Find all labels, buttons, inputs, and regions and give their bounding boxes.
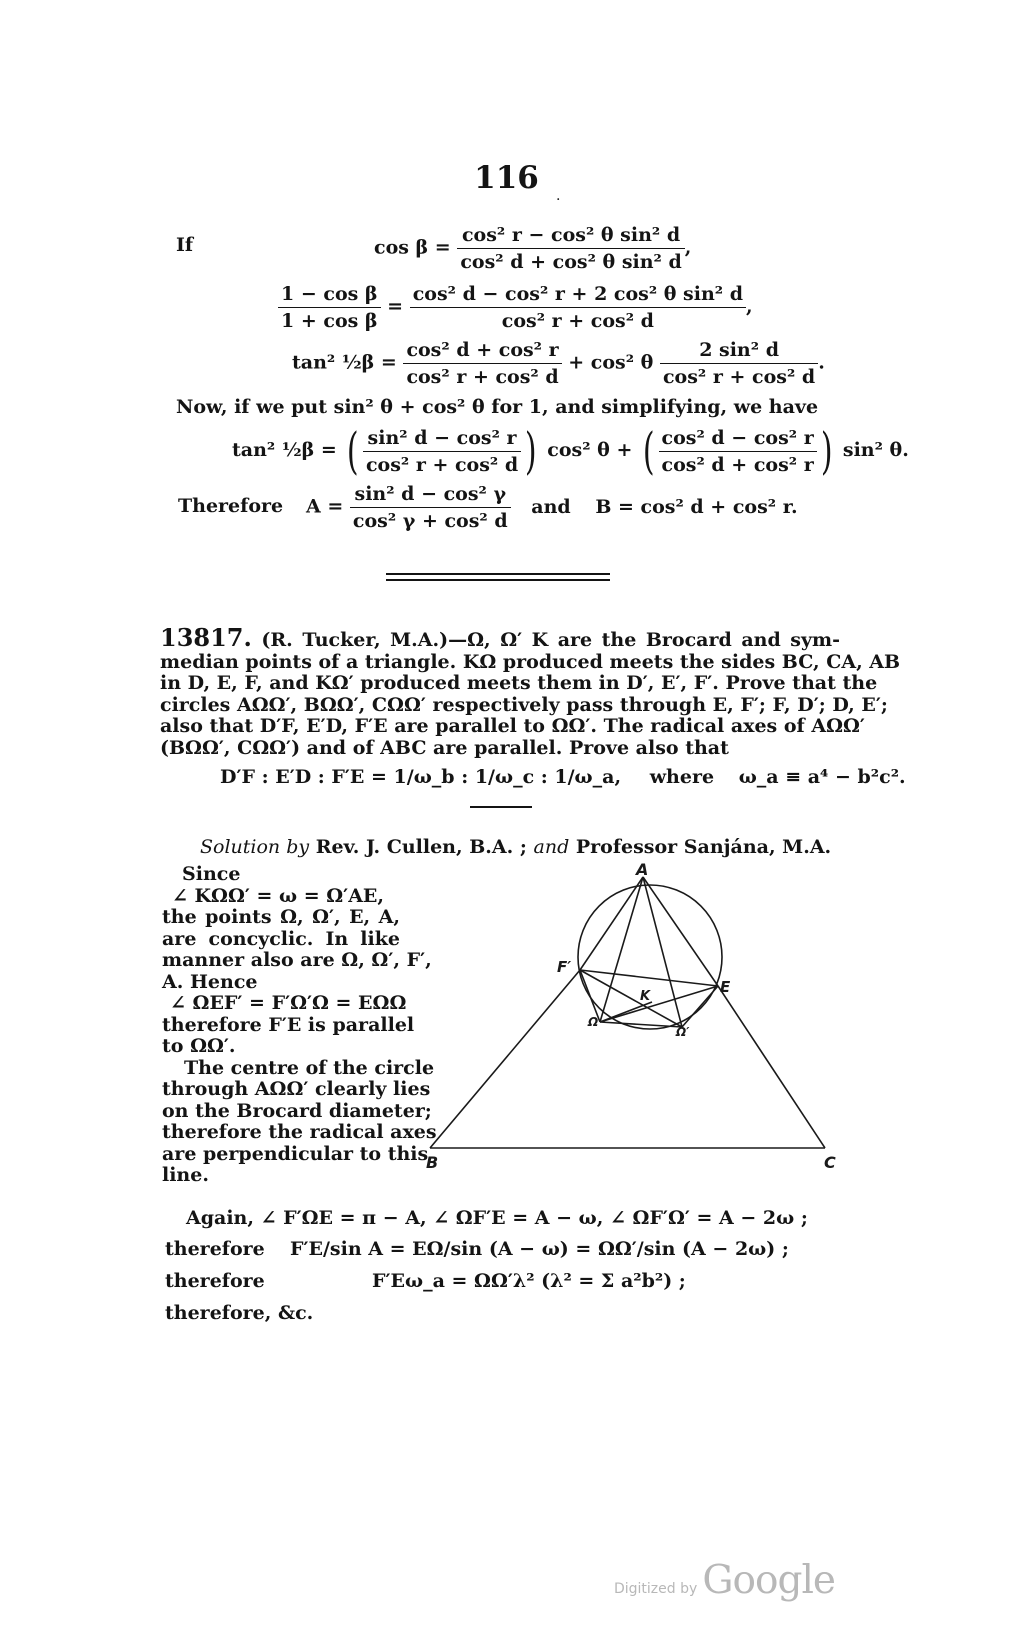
side-ac-lower	[718, 986, 825, 1148]
problem-line-1-text: (R. Tucker, M.A.)—Ω, Ω′ K are the Brocard and sym-	[261, 629, 840, 651]
sol-line-10: The centre of the circle	[184, 1056, 435, 1079]
side-ac-upper	[643, 877, 718, 986]
eq-tan-half-2-fraction-2	[659, 427, 817, 476]
eq-a-b	[306, 483, 798, 532]
stray-dot: .	[556, 188, 561, 204]
eq-ratio-rhs-numerator: cos² d − cos² r + 2 cos² θ sin² d	[410, 283, 746, 308]
page-number: 116	[474, 160, 539, 196]
if-label: If	[176, 234, 194, 256]
problem-line-1	[160, 623, 840, 652]
sol-line-1: Since	[182, 863, 241, 885]
problem-where: where	[649, 766, 715, 788]
problem-number: 13817.	[160, 623, 252, 652]
eq-ratio-lhs-numerator: 1 − cos β	[278, 283, 381, 308]
eq-a-numerator: sin² d − cos² γ	[350, 483, 511, 508]
eq-ratio-lhs-denominator: 1 + cos β	[281, 310, 378, 332]
separator-rule-top	[386, 573, 610, 575]
therefore-2-eq: F′Eω_a = ΩΩ′λ² (λ² = Σ a²b²) ;	[372, 1270, 686, 1292]
solution-heading	[200, 836, 831, 858]
sol-line-8: therefore F′E is parallel	[162, 1013, 415, 1036]
problem-omega-def: ω_a ≡ a⁴ − b²c².	[738, 766, 906, 788]
eq-tan-half-lhs: tan² ½β =	[292, 351, 397, 374]
sol-line-9: to ΩΩ′.	[162, 1035, 236, 1057]
label-k: K	[640, 989, 651, 1004]
eq-cos-beta	[374, 224, 691, 273]
therefore-1-label: therefore	[165, 1238, 265, 1260]
sol-line-5: manner also are Ω, Ω′, F′,	[162, 949, 432, 971]
eq-tan-half-2-den-2: cos² d + cos² r	[661, 453, 814, 476]
eq-and-word: and	[531, 495, 571, 518]
sol-line-11: through AΩΩ′ clearly lies	[162, 1078, 431, 1100]
eq-a-fraction	[350, 483, 511, 532]
paren-open-2: (	[642, 422, 655, 480]
geometry-figure	[420, 862, 840, 1182]
eq-cos-beta-lhs: cos β =	[374, 236, 451, 259]
eq-tan-half-tail: .	[818, 351, 825, 374]
eq-tan-half-fraction-1	[403, 339, 561, 388]
sol-line-4: are concyclic. In like	[162, 927, 400, 950]
side-ab-lower	[430, 970, 580, 1148]
label-e: E	[720, 978, 731, 996]
eq-tan-half-fraction-2	[660, 339, 818, 388]
sol-line-7: ∠ ΩEF′ = F′Ω′Ω = EΩΩ	[170, 992, 407, 1014]
solution-left-column	[162, 863, 437, 1187]
sol-line-13: therefore the radical axes	[162, 1121, 437, 1143]
paren-close-2: )	[820, 422, 833, 480]
eq-cos-beta-tail: ,	[684, 236, 692, 259]
eq-ratio	[278, 283, 753, 332]
side-ab-upper	[580, 877, 643, 970]
eq-cos-beta-fraction	[457, 224, 684, 273]
eq-tan-half-den-2: cos² r + cos² d	[662, 366, 816, 388]
separator-rule-bottom	[386, 579, 610, 581]
eq-tan-half-2-num-1: sin² d − cos² r	[363, 427, 521, 452]
problem-line-2: median points of a triangle. KΩ produced meets the sides BC, CA, AB	[160, 650, 901, 673]
problem-statement	[160, 623, 901, 759]
eq-ratio-tail: ,	[746, 295, 753, 318]
therefore-1-eq: F′E/sin A = EΩ/sin (A − ω) = ΩΩ′/sin (A − 2ω) ;	[290, 1238, 789, 1260]
line-omega-k	[600, 1002, 652, 1022]
line-a-omega-prime	[643, 877, 682, 1027]
eq-tan-half-2-fraction-1	[363, 427, 521, 476]
line-omega-omega-prime	[600, 1022, 682, 1027]
solution-author-1: Rev. J. Cullen, B.A. ;	[315, 836, 527, 858]
now-text: Now, if we put sin² θ + cos² θ for 1, and simplifying, we have	[176, 396, 819, 418]
label-a: A	[636, 862, 649, 879]
watermark-google-logo: Google	[702, 1558, 835, 1603]
sol-line-12: on the Brocard diameter;	[162, 1099, 432, 1122]
eq-tan-half-2-den-1: cos² r + cos² d	[365, 453, 519, 476]
eq-tan-half-num-1: cos² d + cos² r	[403, 339, 561, 364]
eq-tan-half-2-num-2: cos² d − cos² r	[659, 427, 817, 452]
eq-cos-beta-numerator: cos² r − cos² θ sin² d	[457, 224, 684, 249]
label-omega-prime: Ω′	[676, 1025, 690, 1039]
label-omega: Ω	[588, 1015, 599, 1029]
solution-by: Solution by	[200, 836, 310, 858]
eq-a-lhs: A =	[306, 495, 344, 518]
problem-ratio-text: D′F : E′D : F′E = 1/ω_b : 1/ω_c : 1/ω_a,	[220, 766, 622, 788]
eq-tan-half-2-lhs: tan² ½β =	[232, 439, 337, 461]
eq-tan-half-mid: + cos² θ	[568, 351, 654, 374]
eq-cos-beta-denominator: cos² d + cos² θ sin² d	[460, 251, 682, 273]
eq-tan-half-num-2: 2 sin² d	[660, 339, 818, 364]
label-c: C	[824, 1153, 836, 1172]
short-rule	[470, 806, 532, 808]
google-watermark	[614, 1558, 835, 1603]
problem-ratio-eq	[220, 766, 906, 788]
sol-line-14: are perpendicular to this	[162, 1142, 429, 1165]
eq-ratio-rhs-fraction	[410, 283, 746, 332]
label-b: B	[426, 1153, 439, 1172]
problem-line-5: also that D′F, E′D, F′E are parallel to ΩΩ′. The radical axes of AΩΩ′	[160, 715, 865, 737]
therefore-etc: therefore, &c.	[165, 1302, 314, 1324]
again-line: Again, ∠ F′ΩE = π − A, ∠ ΩF′E = A − ω, ∠ ΩF′Ω′ = A − 2ω ;	[186, 1207, 808, 1229]
eq-tan-half-2	[232, 422, 909, 480]
watermark-digitized-by: Digitized by	[613, 1581, 698, 1597]
line-f-e	[580, 970, 718, 986]
sol-line-3: the points Ω, Ω′, E, A,	[162, 906, 400, 928]
solution-and: and	[533, 836, 570, 858]
eq-ratio-lhs-fraction	[278, 283, 381, 332]
sol-line-2: ∠ KΩΩ′ = ω = Ω′AE,	[172, 884, 385, 907]
eq-tan-half	[292, 339, 825, 388]
solution-author-2: Professor Sanjána, M.A.	[575, 836, 832, 858]
problem-line-6: (BΩΩ′, CΩΩ′) and of ABC are parallel. Prove also that	[160, 736, 729, 759]
sol-line-15: line.	[162, 1164, 209, 1186]
eq-tan-half-2-mid: cos² θ +	[547, 439, 633, 461]
problem-line-3: in D, E, F, and KΩ′ produced meets them in D′, E′, F′. Prove that the	[160, 672, 878, 694]
paren-close-1: )	[525, 422, 537, 480]
eq-tan-half-den-1: cos² r + cos² d	[406, 366, 559, 388]
eq-b-expr: B = cos² d + cos² r.	[595, 495, 798, 518]
therefore-label: Therefore	[178, 495, 284, 517]
eq-a-denominator: cos² γ + cos² d	[352, 510, 508, 532]
paren-open-1: (	[347, 422, 360, 480]
eq-ratio-equals: =	[387, 295, 404, 318]
therefore-2-label: therefore	[165, 1270, 265, 1292]
label-f-prime: F′	[557, 958, 572, 976]
eq-ratio-rhs-denominator: cos² r + cos² d	[501, 310, 654, 332]
problem-line-4: circles AΩΩ′, BΩΩ′, CΩΩ′ respectively pass through E, F′; F, D′; D, E′;	[160, 693, 888, 716]
eq-tan-half-2-tail: sin² θ.	[842, 439, 909, 461]
sol-line-6: A. Hence	[162, 970, 258, 993]
